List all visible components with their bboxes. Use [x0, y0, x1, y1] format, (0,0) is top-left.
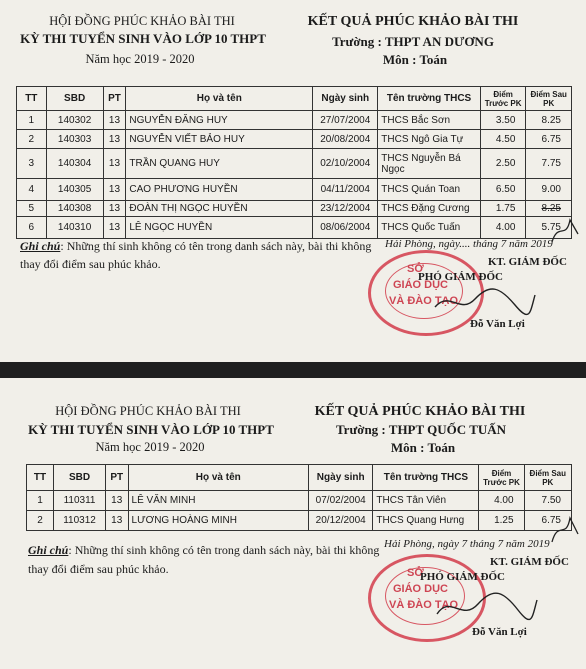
school-year: Năm học 2019 - 2020	[85, 52, 195, 66]
cell-dob: 08/06/2004	[313, 217, 378, 239]
stamp-text-c: VÀ ĐÀO TẠO	[389, 295, 459, 307]
sign-date: Hải Phòng, ngày 7 tháng 7 năm 2019	[384, 538, 550, 550]
results-table	[26, 464, 572, 531]
sign-role-2: PHÓ GIÁM ĐỐC	[420, 571, 505, 583]
header-pt: PT	[103, 87, 126, 111]
table-row	[17, 149, 572, 179]
cell-tt: 1	[27, 491, 54, 511]
table-header-row	[17, 87, 572, 111]
cell-after: 6.75	[524, 511, 571, 531]
table-row	[27, 511, 572, 531]
stamp-text-b: GIÁO DỤC	[393, 583, 448, 595]
council-name: HỘI ĐỒNG PHÚC KHẢO BÀI THI	[49, 14, 235, 28]
cell-sbd: 110311	[54, 491, 106, 511]
signature-icon	[432, 588, 542, 628]
cell-sbd: 140303	[46, 130, 103, 149]
cell-pt: 13	[105, 511, 128, 531]
cell-sbd: 140310	[46, 217, 103, 239]
note-line-1	[20, 238, 371, 255]
cell-name: LÊ NGỌC HUYỀN	[126, 217, 313, 239]
exam-name: KỲ THI TUYỂN SINH VÀO LỚP 10 THPT	[20, 31, 266, 46]
result-sheet-quoc-tuan	[0, 378, 586, 669]
cell-school: THCS Tân Viên	[373, 491, 479, 511]
cell-name: ĐOÀN THỊ NGỌC HUYỀN	[126, 201, 313, 217]
note-text: : Những thí sinh không có tên trong danh sách này, bài thi không	[68, 543, 380, 557]
cell-after: 7.50	[524, 491, 571, 511]
note-text-2: thay đổi điểm sau phúc khảo.	[28, 562, 169, 576]
cell-dob: 04/11/2004	[313, 179, 378, 201]
header-name: Họ và tên	[126, 87, 313, 111]
sign-date: Hải Phòng, ngày.... tháng 7 năm 2019	[385, 238, 553, 250]
subject-line: Môn : Toán	[382, 52, 448, 67]
stamp-text-c: VÀ ĐÀO TẠO	[389, 599, 459, 611]
cell-after: 8.25	[526, 111, 572, 130]
note-text-2: thay đổi điểm sau phúc khảo.	[20, 257, 161, 271]
document-title: KẾT QUẢ PHÚC KHẢO BÀI THI	[314, 404, 526, 419]
header-school: Tên trường THCS	[378, 87, 481, 111]
cell-tt: 5	[17, 201, 47, 217]
note-line-1	[28, 542, 379, 559]
cell-name: NGUYỄN ĐĂNG HUY	[126, 111, 313, 130]
stamp-text-a: SỞ	[407, 567, 424, 579]
cell-before: 4.50	[480, 130, 526, 149]
cell-school: THCS Quang Hưng	[373, 511, 479, 531]
header-pt: PT	[105, 465, 128, 491]
cell-sbd: 140304	[46, 149, 103, 179]
exam-name: KỲ THI TUYỂN SINH VÀO LỚP 10 THPT	[28, 422, 274, 437]
sign-role-2: PHÓ GIÁM ĐỐC	[418, 271, 503, 283]
cell-name: NGUYỄN VIẾT BẢO HUY	[126, 130, 313, 149]
cell-school: THCS Bắc Sơn	[378, 111, 481, 130]
cell-name: LÊ VĂN MINH	[128, 491, 309, 511]
cell-dob: 20/08/2004	[313, 130, 378, 149]
results-table	[16, 86, 572, 239]
cell-pt: 13	[103, 217, 126, 239]
school-year: Năm học 2019 - 2020	[95, 440, 205, 454]
cell-tt: 2	[27, 511, 54, 531]
header-after: Điểm Sau PK	[524, 465, 571, 491]
table-row	[17, 179, 572, 201]
school-line: Trường : THPT AN DƯƠNG	[332, 34, 494, 49]
header-before: Điểm Trước PK	[479, 465, 524, 491]
cell-pt: 13	[103, 111, 126, 130]
school-line: Trường : THPT QUỐC TUẤN	[335, 422, 507, 437]
cell-school: THCS Quán Toan	[378, 179, 481, 201]
cell-before: 1.75	[480, 201, 526, 217]
cell-before: 1.25	[479, 511, 524, 531]
header-dob: Ngày sinh	[313, 87, 378, 111]
table-row	[17, 217, 572, 239]
cell-pt: 13	[105, 491, 128, 511]
header-sbd: SBD	[54, 465, 106, 491]
cell-pt: 13	[103, 179, 126, 201]
cell-name: LƯƠNG HOÀNG MINH	[128, 511, 309, 531]
table-row	[27, 491, 572, 511]
note-label: Ghi chú	[20, 239, 61, 253]
cell-dob: 02/10/2004	[313, 149, 378, 179]
cell-pt: 13	[103, 201, 126, 217]
margin-mark-icon	[548, 212, 582, 246]
cell-before: 4.00	[479, 491, 524, 511]
stamp-text-b: GIÁO DỤC	[393, 279, 448, 291]
table-row	[17, 201, 572, 217]
cell-tt: 3	[17, 149, 47, 179]
cell-tt: 1	[17, 111, 47, 130]
stamp-text-a: SỞ	[407, 263, 424, 275]
sign-role-1: KT. GIÁM ĐỐC	[490, 556, 569, 568]
margin-mark-icon	[548, 510, 582, 546]
header-school: Tên trường THCS	[373, 465, 479, 491]
subject-line: Môn : Toán	[390, 440, 456, 455]
header-before: Điểm Trước PK	[480, 87, 526, 111]
cell-sbd: 140308	[46, 201, 103, 217]
cell-school: THCS Nguyễn Bá Ngọc	[378, 149, 481, 179]
header-after: Điểm Sau PK	[526, 87, 572, 111]
cell-pt: 13	[103, 130, 126, 149]
signer-name: Đỗ Văn Lợi	[470, 318, 525, 330]
header-name: Họ và tên	[128, 465, 309, 491]
document-title: KẾT QUẢ PHÚC KHẢO BÀI THI	[307, 14, 519, 29]
cell-sbd: 140305	[46, 179, 103, 201]
cell-dob: 27/07/2004	[313, 111, 378, 130]
header-tt: TT	[17, 87, 47, 111]
cell-after: 5.75	[526, 217, 572, 239]
cell-tt: 2	[17, 130, 47, 149]
council-name: HỘI ĐỒNG PHÚC KHẢO BÀI THI	[55, 404, 241, 418]
cell-tt: 4	[17, 179, 47, 201]
cell-name: TRẦN QUANG HUY	[126, 149, 313, 179]
note-label: Ghi chú	[28, 543, 69, 557]
cell-sbd: 110312	[54, 511, 106, 531]
cell-dob: 20/12/2004	[309, 511, 373, 531]
header-tt: TT	[27, 465, 54, 491]
table-row	[17, 111, 572, 130]
cell-before: 4.00	[480, 217, 526, 239]
cell-tt: 6	[17, 217, 47, 239]
table-row	[17, 130, 572, 149]
table-header-row	[27, 465, 572, 491]
cell-after: 6.75	[526, 130, 572, 149]
signer-name: Đỗ Văn Lợi	[472, 626, 527, 638]
cell-after: 7.75	[526, 149, 572, 179]
signature-icon	[430, 285, 540, 321]
cell-before: 3.50	[480, 111, 526, 130]
cell-dob: 23/12/2004	[313, 201, 378, 217]
note-text: : Những thí sinh không có tên trong danh sách này, bài thi không	[60, 239, 372, 253]
cell-after: 8.25	[526, 201, 572, 217]
cell-school: THCS Đặng Cương	[378, 201, 481, 217]
cell-after: 9.00	[526, 179, 572, 201]
cell-sbd: 140302	[46, 111, 103, 130]
header-dob: Ngày sinh	[309, 465, 373, 491]
cell-name: CAO PHƯƠNG HUYỀN	[126, 179, 313, 201]
cell-school: THCS Quốc Tuấn	[378, 217, 481, 239]
cell-before: 6.50	[480, 179, 526, 201]
cell-pt: 13	[103, 149, 126, 179]
cell-dob: 07/02/2004	[309, 491, 373, 511]
header-sbd: SBD	[46, 87, 103, 111]
cell-before: 2.50	[480, 149, 526, 179]
sign-role-1: KT. GIÁM ĐỐC	[488, 256, 567, 268]
cell-school: THCS Ngô Gia Tự	[378, 130, 481, 149]
